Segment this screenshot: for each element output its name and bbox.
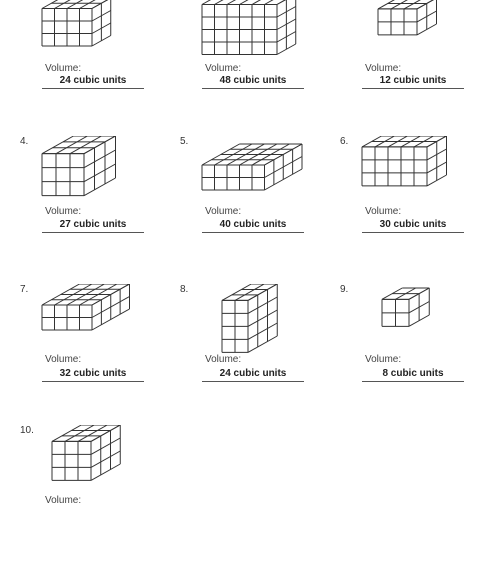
cube-prism-figure <box>20 425 170 495</box>
problem-2 <box>180 0 330 128</box>
problem-number: 4. <box>20 136 29 147</box>
volume-label: Volume: <box>365 206 402 217</box>
problem-number: 9. <box>340 284 349 295</box>
cube-prism-figure <box>20 0 170 58</box>
cube-edge <box>84 136 116 154</box>
problem-number: 10. <box>20 425 34 436</box>
volume-answer: 12 cubic units <box>362 75 464 89</box>
volume-answer: 24 cubic units <box>202 368 304 382</box>
volume-label: Volume: <box>45 495 82 506</box>
problem-number: 8. <box>180 284 189 295</box>
volume-label: Volume: <box>205 63 242 74</box>
cube-edge <box>42 136 74 154</box>
cube-edge <box>55 0 74 9</box>
cube-edge <box>222 284 251 300</box>
cube-edge <box>91 464 120 480</box>
problem-number: 5. <box>180 136 189 147</box>
cube-prism-figure <box>340 284 490 354</box>
cube-edge <box>42 0 61 9</box>
problem-3 <box>340 0 490 128</box>
problem-5 <box>180 136 330 276</box>
cube-edge <box>248 310 277 326</box>
problem-4 <box>20 136 170 276</box>
cube-prism-figure <box>180 0 330 68</box>
problem-number: 6. <box>340 136 349 147</box>
cube-edge <box>248 297 277 313</box>
cube-edge <box>91 438 120 454</box>
cube-edge <box>91 451 120 467</box>
cube-edge <box>84 164 116 182</box>
cube-prism-figure <box>20 284 170 354</box>
cube-prism-figure <box>180 136 330 206</box>
problem-number: 7. <box>20 284 29 295</box>
cube-edge <box>84 178 116 196</box>
cube-edge <box>391 0 411 9</box>
cube-edge <box>248 284 277 300</box>
volume-answer: 32 cubic units <box>42 368 144 382</box>
volume-answer: 24 cubic units <box>42 75 144 89</box>
cube-edge <box>80 0 99 9</box>
cube-edge <box>56 136 88 154</box>
cube-edge <box>91 425 120 441</box>
cube-edge <box>248 323 277 339</box>
volume-label: Volume: <box>45 354 82 365</box>
cube-edge <box>404 0 424 9</box>
volume-label: Volume: <box>45 63 82 74</box>
volume-answer: 48 cubic units <box>202 75 304 89</box>
cube-edge <box>235 284 264 300</box>
cube-edge <box>65 425 94 441</box>
cube-edge <box>52 425 81 441</box>
volume-answer: 40 cubic units <box>202 219 304 233</box>
cube-prism-figure <box>340 0 490 58</box>
problem-6 <box>340 136 490 276</box>
volume-answer: 8 cubic units <box>362 368 464 382</box>
cube-edge <box>248 336 277 352</box>
cube-prism-figure <box>180 284 330 354</box>
volume-label: Volume: <box>365 63 402 74</box>
problem-10 <box>20 425 170 565</box>
volume-answer: 30 cubic units <box>362 219 464 233</box>
cube-edge <box>378 0 398 9</box>
volume-label: Volume: <box>205 206 242 217</box>
volume-label: Volume: <box>365 354 402 365</box>
cube-prism-figure <box>340 136 490 206</box>
cube-edge <box>70 136 102 154</box>
problem-9 <box>340 284 490 424</box>
volume-label: Volume: <box>45 206 82 217</box>
problem-1 <box>20 0 170 128</box>
cube-edge <box>67 0 86 9</box>
cube-edge <box>78 425 107 441</box>
cube-edge <box>84 150 116 168</box>
volume-label: Volume: <box>205 354 242 365</box>
volume-answer: 27 cubic units <box>42 219 144 233</box>
cube-prism-figure <box>20 136 170 206</box>
problem-8 <box>180 284 330 424</box>
problem-7 <box>20 284 170 424</box>
